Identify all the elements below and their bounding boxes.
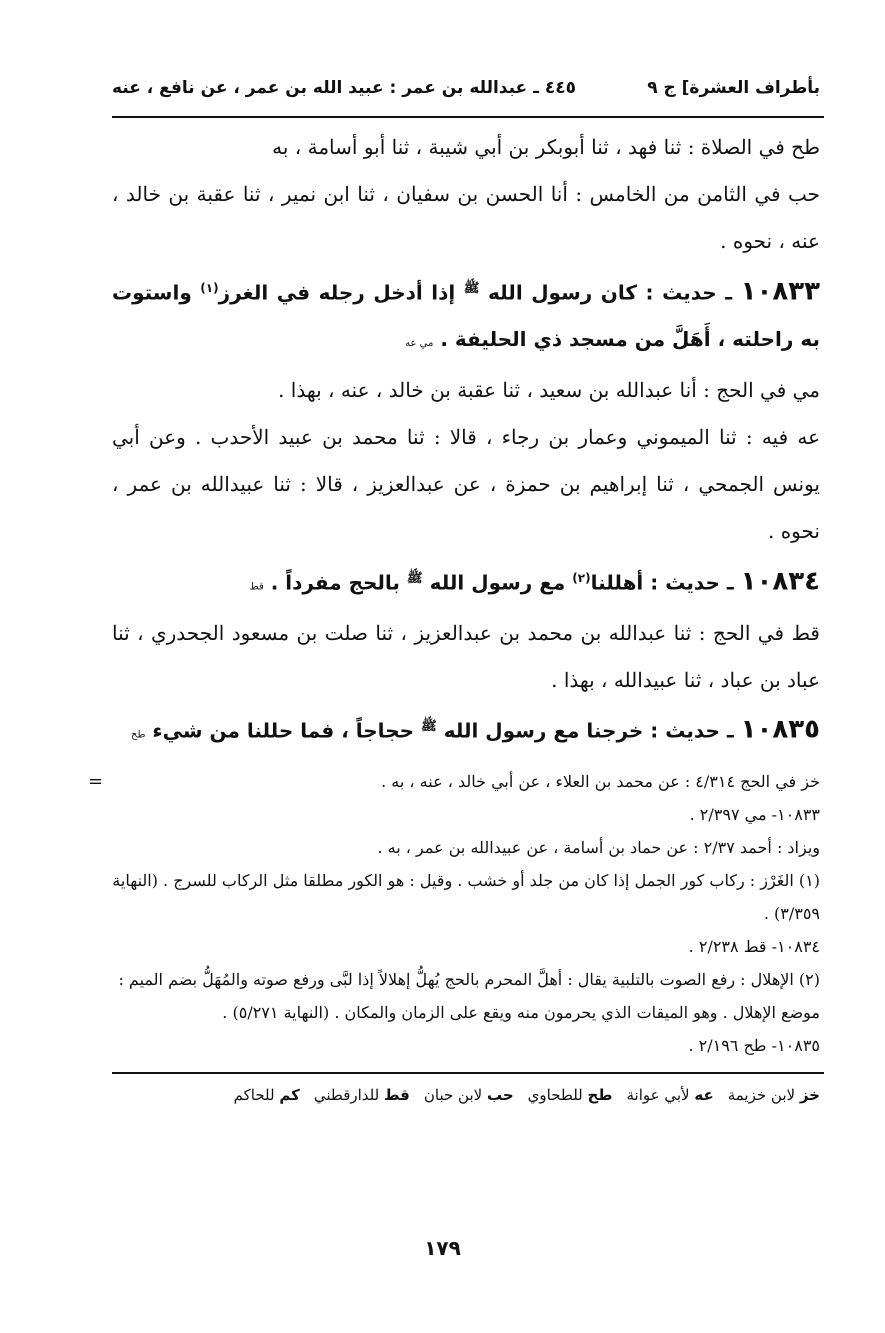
footnote-ref: (١) — [200, 281, 219, 295]
footnote-line: ١٠٨٣٤- قط ٢/٢٣٨ . — [688, 936, 820, 956]
footnote-ref: (٢) — [572, 570, 591, 585]
hadith-text: واستوت به راحلته ، أَهَلَّ من مسجد ذي الحليفة . — [112, 280, 820, 351]
hadith-10833 — [112, 265, 820, 367]
hadith-text: إذا أدخل رجله في الغرز — [218, 280, 456, 305]
footnote-line: (٢) الإهلال : رفع الصوت بالتلبية يقال : أهلَّ المحرم بالحج يُهلُّ إهلالاً إذا لبَّى ورفع صوته والمُهَلُّ بضم الميم : موضع الإهلال . وهو الميقات الذي يحرمون منه ويقع على الزمان والمكان . (النهاية ٥/٢٧١) . — [118, 969, 820, 1022]
legend-item: طح للطحاوي — [527, 1085, 613, 1104]
source-line: عه فيه : ثنا الميموني وعمار بن رجاء ، قالا : ثنا محمد بن عبيد الأحدب . وعن أبي يونس الجمحي ، ثنا إبراهيم بن حمزة ، عن عبدالعزيز ، قالا : ثنا عبيدالله بن عمر ، نحوه . — [112, 424, 821, 543]
hadith-text: مع رسول الله — [429, 570, 566, 595]
source-codes: مي عه — [405, 337, 434, 349]
hadith-10834 — [112, 555, 820, 611]
source-line: طح في الصلاة : ثنا فهد ، ثنا أبوبكر بن أبي شيبة ، ثنا أبو أسامة ، به — [272, 135, 820, 159]
salla-glyph: ﷺ — [463, 281, 480, 296]
hadith-text: ـ حديث : أهللنا — [590, 570, 734, 595]
header-chain-title: ٤٤٥ ـ عبدالله بن عمر : عبيد الله بن عمر ، عن نافع ، عنه — [112, 78, 576, 98]
hadith-text: ـ حديث : كان رسول الله — [488, 280, 733, 305]
salla-glyph: ﷺ — [421, 719, 437, 735]
source-line: مي في الحج : أنا عبدالله بن سعيد ، ثنا عقبة بن خالد ، عنه ، بهذا . — [278, 377, 820, 402]
source-line: حب في الثامن من الخامس : أنا الحسن بن سفيان ، ثنا ابن نمير ، ثنا عقبة بن خالد ، عنه ، نحوه . — [112, 182, 820, 253]
hadith-number: ١٠٨٣٤ — [740, 566, 820, 597]
legend-item: خز لابن خزيمة — [727, 1085, 820, 1104]
footnotes — [88, 765, 820, 1062]
continuation-mark: = — [88, 770, 104, 792]
legend-item: كم للحاكم — [233, 1085, 300, 1104]
hadith-text: حجاجاً ، فما حللنا من شيء — [152, 718, 415, 743]
hadith-number: ١٠٨٣٥ — [740, 714, 820, 745]
hadith-10835 — [112, 704, 820, 759]
hadith-text: ـ حديث : خرجنا مع رسول الله — [443, 718, 734, 743]
page — [88, 70, 821, 1104]
hadith-number: ١٠٨٣٣ — [740, 276, 820, 307]
footnote-line: ١٠٨٣٣- مي ٢/٣٩٧ . — [689, 804, 820, 824]
running-header — [112, 70, 820, 106]
footer-rule — [112, 1072, 824, 1074]
header-book-title: بأطراف العشرة] ج ٩ — [647, 78, 820, 98]
footnote-line: (١) الغَرْز : ركاب كور الجمل إذا كان من جلد أو خشب . وقيل : هو الكور مطلقا مثل الركاب للسرج . (النهاية ٣/٣٥٩) . — [112, 870, 820, 923]
source-code: طح — [131, 729, 146, 741]
page-number: ١٧٩ — [424, 1236, 461, 1260]
abbreviation-legend — [112, 1086, 820, 1104]
footnote-line: ويزاد : أحمد ٢/٣٧ : عن حماد بن أسامة ، عن عبيدالله بن عمر ، به . — [377, 837, 820, 857]
legend-item: قط للدارقطني — [313, 1085, 410, 1104]
hadith-text: بالحج مفرداً . — [270, 570, 400, 595]
salla-glyph: ﷺ — [406, 570, 423, 586]
header-rule — [112, 116, 824, 118]
source-code: قط — [249, 581, 264, 593]
footnote-line: خز في الحج ٤/٣١٤ : عن محمد بن العلاء ، عن أبي خالد ، عنه ، به . — [381, 771, 820, 791]
footnote-line: ١٠٨٣٥- طح ٢/١٩٦ . — [688, 1035, 820, 1055]
legend-item: حب لابن حبان — [423, 1085, 514, 1104]
main-text — [112, 124, 820, 759]
source-line: قط في الحج : ثنا عبدالله بن محمد بن عبدالعزيز ، ثنا صلت بن مسعود الجحدري ، ثنا عباد بن عباد ، ثنا عبيدالله ، بهذا . — [112, 621, 820, 693]
legend-item: عه لأبي عوانة — [626, 1085, 714, 1104]
